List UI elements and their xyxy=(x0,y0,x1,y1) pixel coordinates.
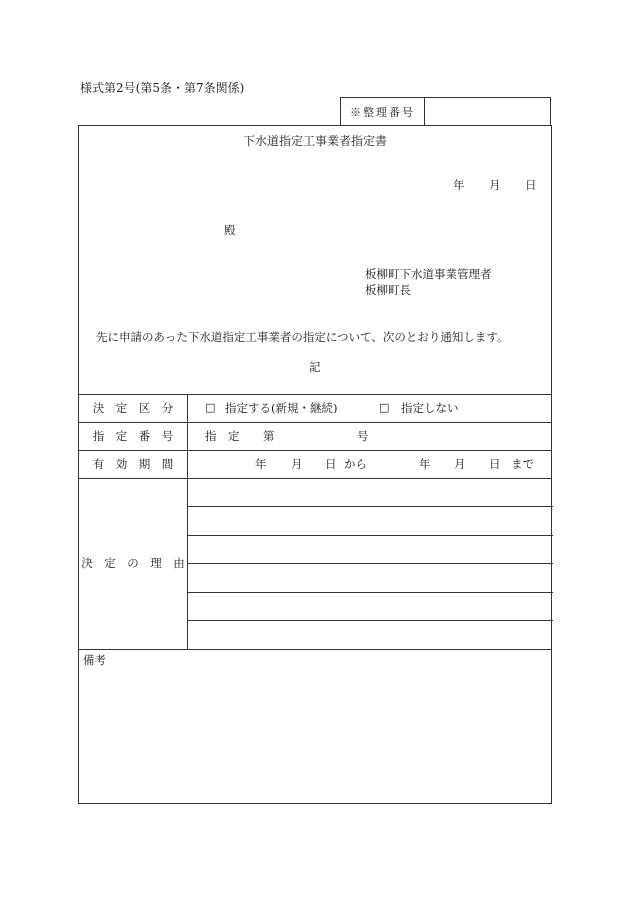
reason-line xyxy=(187,535,553,536)
end-year: 年 xyxy=(419,457,431,471)
reason-line xyxy=(187,592,553,593)
ki-heading: 記 xyxy=(309,360,321,374)
date-year: 年 xyxy=(453,178,465,192)
designation-number-label: 指 定 番 号 xyxy=(92,429,174,443)
label-column-divider xyxy=(187,394,188,649)
reference-number-box xyxy=(340,97,551,125)
date-day: 日 xyxy=(525,178,537,192)
designation-go: 号 xyxy=(357,429,369,443)
decision-category-label: 決 定 区 分 xyxy=(92,401,174,415)
reason-line xyxy=(187,563,553,564)
document-title: 下水道指定工事業者指定書 xyxy=(242,134,387,148)
checkbox-designate[interactable]: □ xyxy=(205,401,216,414)
start-suffix: から xyxy=(344,457,367,471)
designation-dai: 第 xyxy=(263,429,275,443)
divider xyxy=(79,649,551,650)
designation-form xyxy=(78,125,552,804)
option-designate-label: 指定する(新規・継続) xyxy=(225,401,338,415)
reference-number-field[interactable] xyxy=(425,98,550,125)
issuer-name: 板柳町長 xyxy=(365,283,411,297)
remarks-label: 備考 xyxy=(83,653,106,667)
issuer-title: 板柳町下水道事業管理者 xyxy=(365,267,492,281)
date-month: 月 xyxy=(489,178,501,192)
designation-prefix: 指 定 xyxy=(205,429,240,443)
decision-reason-label: 決 定 の 理 由 xyxy=(81,556,185,570)
divider xyxy=(79,478,551,479)
start-day: 日 xyxy=(325,457,337,471)
end-month: 月 xyxy=(454,457,466,471)
reason-line xyxy=(187,620,553,621)
start-month: 月 xyxy=(291,457,303,471)
form-number: 様式第2号(第5条・第7条関係) xyxy=(80,81,245,95)
divider xyxy=(79,450,551,451)
divider xyxy=(79,394,551,395)
start-year: 年 xyxy=(255,457,267,471)
divider xyxy=(79,422,551,423)
option-not-designate-label: 指定しない xyxy=(401,401,459,415)
reference-number-label: ※整理番号 xyxy=(341,98,425,125)
notice-text: 先に申請のあった下水道指定工事業者の指定について、次のとおり通知します。 xyxy=(96,330,509,344)
end-day: 日 xyxy=(489,457,501,471)
checkbox-not-designate[interactable]: □ xyxy=(379,401,390,414)
end-suffix: まで xyxy=(511,457,534,471)
reason-line xyxy=(187,506,553,507)
validity-period-label: 有 効 期 間 xyxy=(92,457,174,471)
recipient-honorific: 殿 xyxy=(224,223,236,237)
